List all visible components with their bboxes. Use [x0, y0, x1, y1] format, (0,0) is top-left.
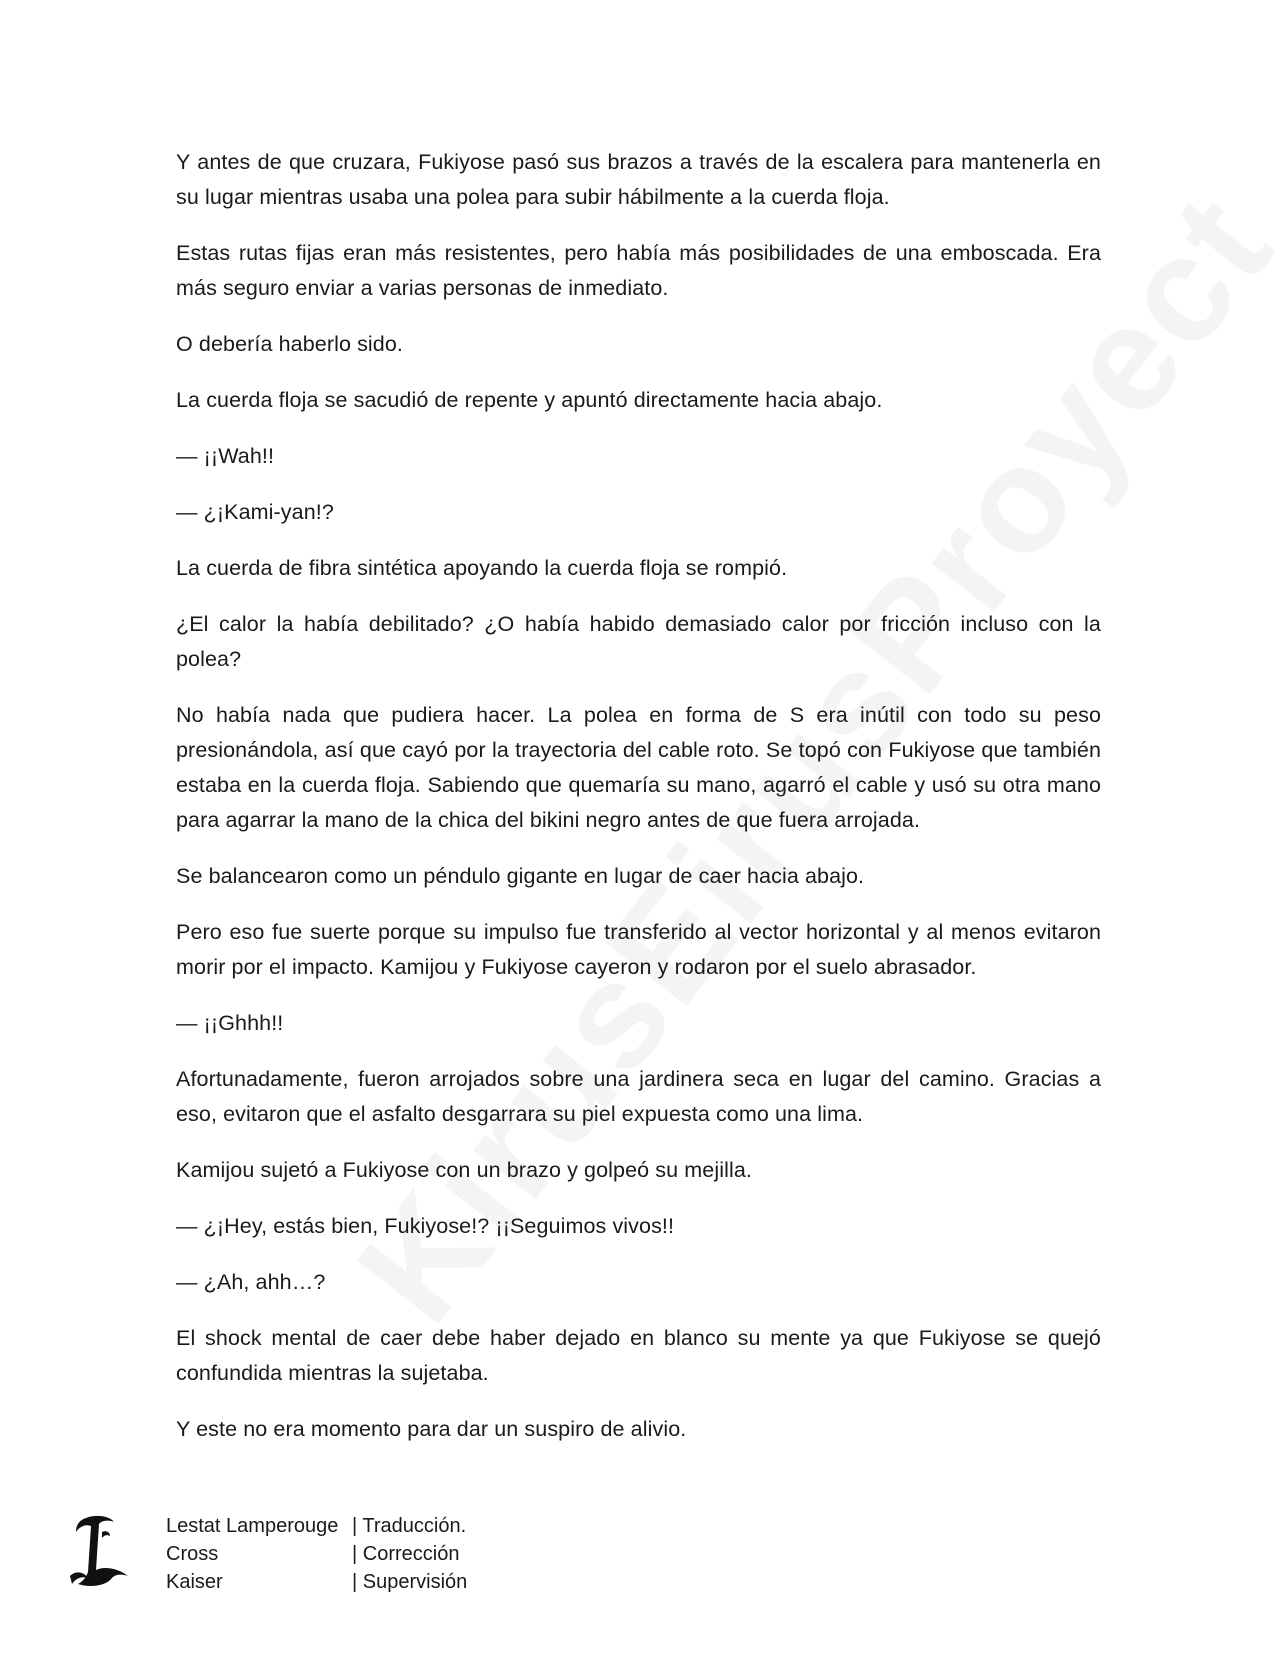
- gothic-l-logo-icon: [66, 1512, 136, 1592]
- dialogue-line: — ¿¡Hey, estás bien, Fukiyose!? ¡¡Seguimos vivos!!: [176, 1214, 675, 1238]
- paragraph: Afortunadamente, fueron arrojados sobre una jardinera seca en lugar del camino. Gracias a eso, evitaron que el asfalto desgarrara su piel expuesta como una lima.: [176, 1067, 1101, 1126]
- credit-row: [166, 1540, 467, 1568]
- dialogue-line: — ¡¡Ghhh!!: [176, 1011, 284, 1035]
- credit-role: | Traducción.: [352, 1515, 467, 1537]
- paragraph: O debería haberlo sido.: [176, 332, 403, 356]
- paragraph: La cuerda floja se sacudió de repente y apuntó directamente hacia abajo.: [176, 388, 883, 412]
- body-text: [176, 145, 1101, 1468]
- credit-name: Cross: [166, 1543, 219, 1565]
- dialogue-line: — ¿Ah, ahh…?: [176, 1270, 326, 1294]
- paragraph: ¿El calor la había debilitado? ¿O había habido demasiado calor por fricción incluso con la polea?: [176, 612, 1101, 671]
- paragraph: Y antes de que cruzara, Fukiyose pasó sus brazos a través de la escalera para mantenerla en su lugar mientras usaba una polea para subir hábilmente a la cuerda floja.: [176, 150, 1101, 209]
- paragraph: Pero eso fue suerte porque su impulso fue transferido al vector horizontal y al menos evitaron morir por el impacto. Kamijou y Fukiyose cayeron y rodaron por el suelo abrasador.: [176, 920, 1101, 979]
- credit-name: Lestat Lamperouge: [166, 1515, 339, 1537]
- paragraph: Kamijou sujetó a Fukiyose con un brazo y golpeó su mejilla.: [176, 1158, 752, 1182]
- paragraph: Estas rutas fijas eran más resistentes, pero había más posibilidades de una emboscada. Era más seguro enviar a varias personas de inmediato.: [176, 241, 1101, 300]
- dialogue-line: — ¿¡Kami-yan!?: [176, 500, 334, 524]
- credits-list: [166, 1512, 467, 1596]
- credit-role: | Corrección: [352, 1543, 460, 1565]
- credit-row: [166, 1568, 467, 1596]
- credit-role: | Supervisión: [352, 1571, 468, 1593]
- paragraph: Se balancearon como un péndulo gigante en lugar de caer hacia abajo.: [176, 864, 865, 888]
- credit-name: Kaiser: [166, 1571, 223, 1593]
- paragraph: No había nada que pudiera hacer. La polea en forma de S era inútil con todo su peso presionándola, así que cayó por la trayectoria del cable roto. Se topó con Fukiyose que también estaba en la cuerda floja. Sabiendo que quemaría su mano, agarró el cable y usó su otra mano para agarrar la mano de la chica del bikini negro antes de que fuera arrojada.: [176, 703, 1101, 832]
- credits-footer: [66, 1512, 666, 1612]
- paragraph: El shock mental de caer debe haber dejado en blanco su mente ya que Fukiyose se quejó confundida mientras la sujetaba.: [176, 1326, 1101, 1385]
- paragraph: La cuerda de fibra sintética apoyando la cuerda floja se rompió.: [176, 556, 788, 580]
- dialogue-line: — ¡¡Wah!!: [176, 444, 275, 468]
- credit-row: [166, 1512, 467, 1540]
- paragraph: Y este no era momento para dar un suspiro de alivio.: [176, 1417, 687, 1441]
